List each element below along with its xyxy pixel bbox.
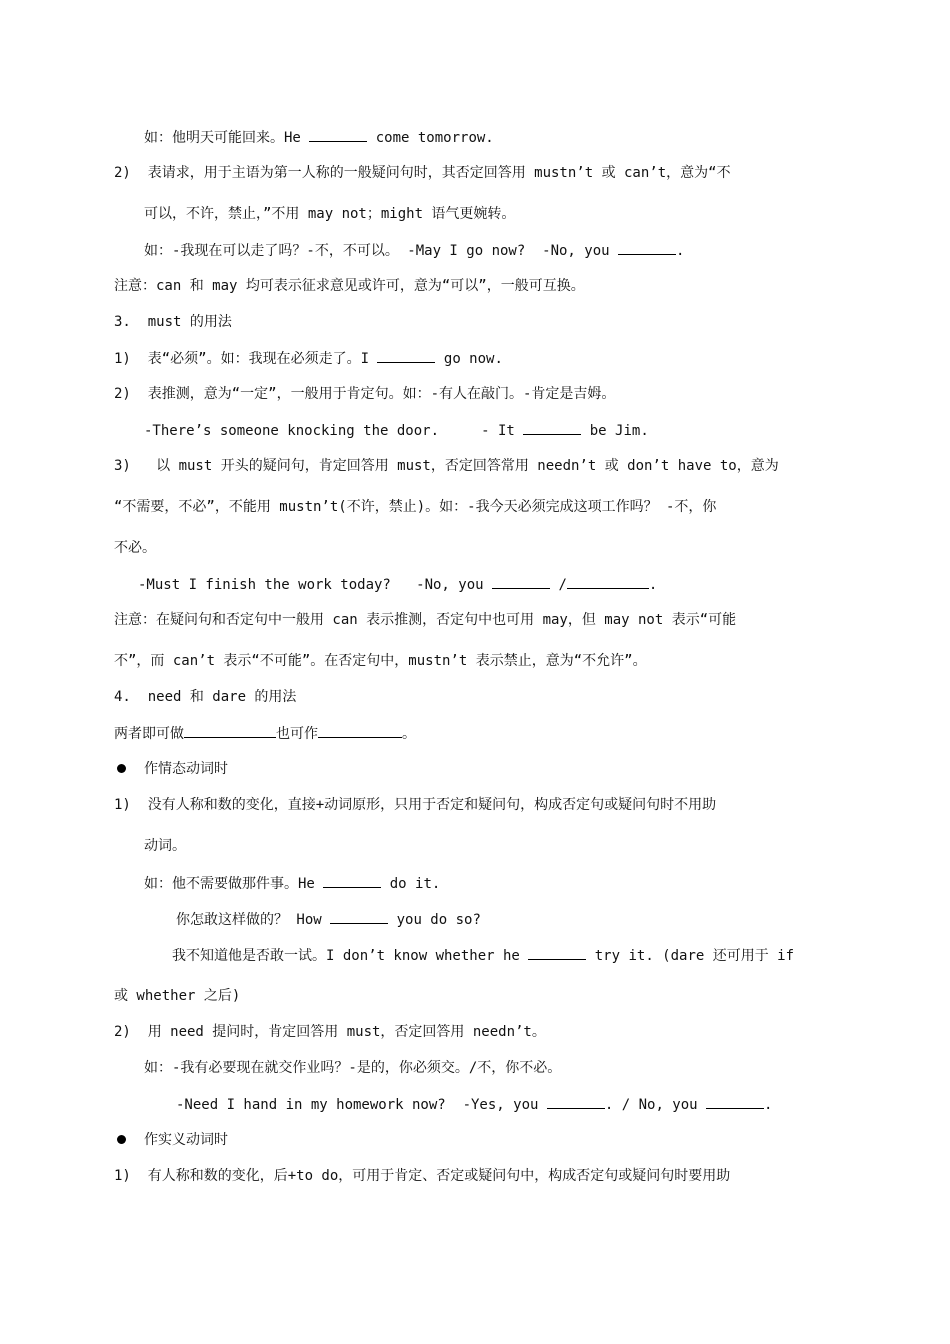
example-line: 或 whether 之后) [114, 988, 241, 1004]
text: 。 [402, 726, 416, 742]
answer-blank[interactable] [323, 873, 381, 888]
text: -Must I finish the work today? -No, you [138, 577, 484, 593]
rule-line [114, 348, 503, 369]
example-line [172, 945, 794, 966]
answer-blank[interactable] [706, 1094, 764, 1109]
answer-blank[interactable] [330, 909, 388, 924]
answer-blank[interactable] [528, 945, 586, 960]
text: do it. [389, 876, 441, 892]
rule-line: 不必。 [114, 540, 156, 556]
answer-blank[interactable] [523, 420, 581, 435]
text: 两者即可做 [114, 726, 184, 742]
text: 也可作 [276, 726, 318, 742]
text: 1) 表“必须”。如：我现在必须走了。I [114, 351, 370, 367]
text: / [558, 577, 567, 593]
text: 如：-我现在可以走了吗？-不，不可以。 -May I go now? -No, you [144, 243, 610, 259]
text: 如：他不需要做那件事。He [144, 876, 315, 892]
example-line [144, 420, 649, 441]
text: . [764, 1097, 773, 1113]
rule-line: 2) 用 need 提问时，肯定回答用 must，否定回答用 needn’t。 [114, 1024, 546, 1040]
text: . [676, 243, 685, 259]
text: you do so? [396, 912, 481, 928]
answer-blank[interactable] [184, 723, 276, 738]
rule-line: 2) 表请求，用于主语为第一人称的一般疑问句时，其否定回答用 mustn’t 或 can’t，意为“不 [114, 165, 731, 181]
rule-line: 动词。 [144, 838, 186, 854]
text: . [648, 577, 658, 593]
text: 如：他明天可能回来。He [144, 130, 301, 146]
answer-blank[interactable] [377, 348, 435, 363]
example-line [144, 873, 440, 894]
answer-blank[interactable] [547, 1094, 605, 1109]
bullet-icon [117, 764, 126, 773]
answer-blank[interactable] [567, 574, 649, 589]
example-line [144, 127, 494, 148]
bullet-icon [117, 1135, 126, 1144]
text: try it. (dare 还可用于 if [594, 948, 795, 964]
text: -There’s someone knocking the door. - It [144, 423, 515, 439]
text: go now. [443, 351, 503, 367]
text: 我不知道他是否敢一试。I don’t know whether he [172, 948, 520, 964]
section-heading: 3. must 的用法 [114, 314, 232, 330]
rule-line: 可以，不许，禁止，”不用 may not；might 语气更婉转。 [144, 206, 516, 222]
text: be Jim. [589, 423, 649, 439]
example-line [176, 1094, 772, 1115]
rule-line: “不需要，不必”，不能用 mustn’t(不许，禁止)。如：-我今天必须完成这项工作吗？ -不，你 [114, 499, 717, 515]
rule-line: 1) 没有人称和数的变化，直接+动词原形，只用于否定和疑问句，构成否定句或疑问句时不用助 [114, 797, 717, 813]
section-heading: 4. need 和 dare 的用法 [114, 689, 297, 705]
text: 你怎敢这样做的？ How [176, 912, 322, 928]
text: . / No, you [604, 1097, 698, 1113]
note-line: 不”，而 can’t 表示“不可能”。在否定句中，mustn’t 表示禁止，意为“不允许”。 [114, 653, 647, 669]
answer-blank[interactable] [309, 127, 367, 142]
note-line: 注意：在疑问句和否定句中一般用 can 表示推测，否定句中也可用 may，但 may not 表示“可能 [114, 612, 737, 628]
note-line: 注意：can 和 may 均可表示征求意见或许可，意为“可以”，一般可互换。 [114, 278, 585, 294]
example-line [144, 240, 684, 261]
fill-line [114, 723, 416, 744]
answer-blank[interactable] [492, 574, 550, 589]
answer-blank[interactable] [618, 240, 676, 255]
rule-line: 1) 有人称和数的变化，后+to do，可用于肯定、否定或疑问句中，构成否定句或疑问句时要用助 [114, 1168, 731, 1184]
example-line: 如：-我有必要现在就交作业吗？-是的，你必须交。/不，你不必。 [144, 1060, 562, 1076]
subheading: 作情态动词时 [144, 761, 228, 777]
rule-line: 3) 以 must 开头的疑问句，肯定回答用 must，否定回答常用 needn’t 或 don’t have to，意为 [114, 458, 779, 474]
example-line [176, 909, 481, 930]
answer-blank[interactable] [318, 723, 402, 738]
text: -Need I hand in my homework now? -Yes, you [176, 1097, 539, 1113]
text: come tomorrow. [375, 130, 494, 146]
example-line [138, 574, 657, 595]
subheading: 作实义动词时 [144, 1132, 228, 1148]
rule-line: 2) 表推测，意为“一定”，一般用于肯定句。如：-有人在敲门。-肯定是吉姆。 [114, 386, 616, 402]
